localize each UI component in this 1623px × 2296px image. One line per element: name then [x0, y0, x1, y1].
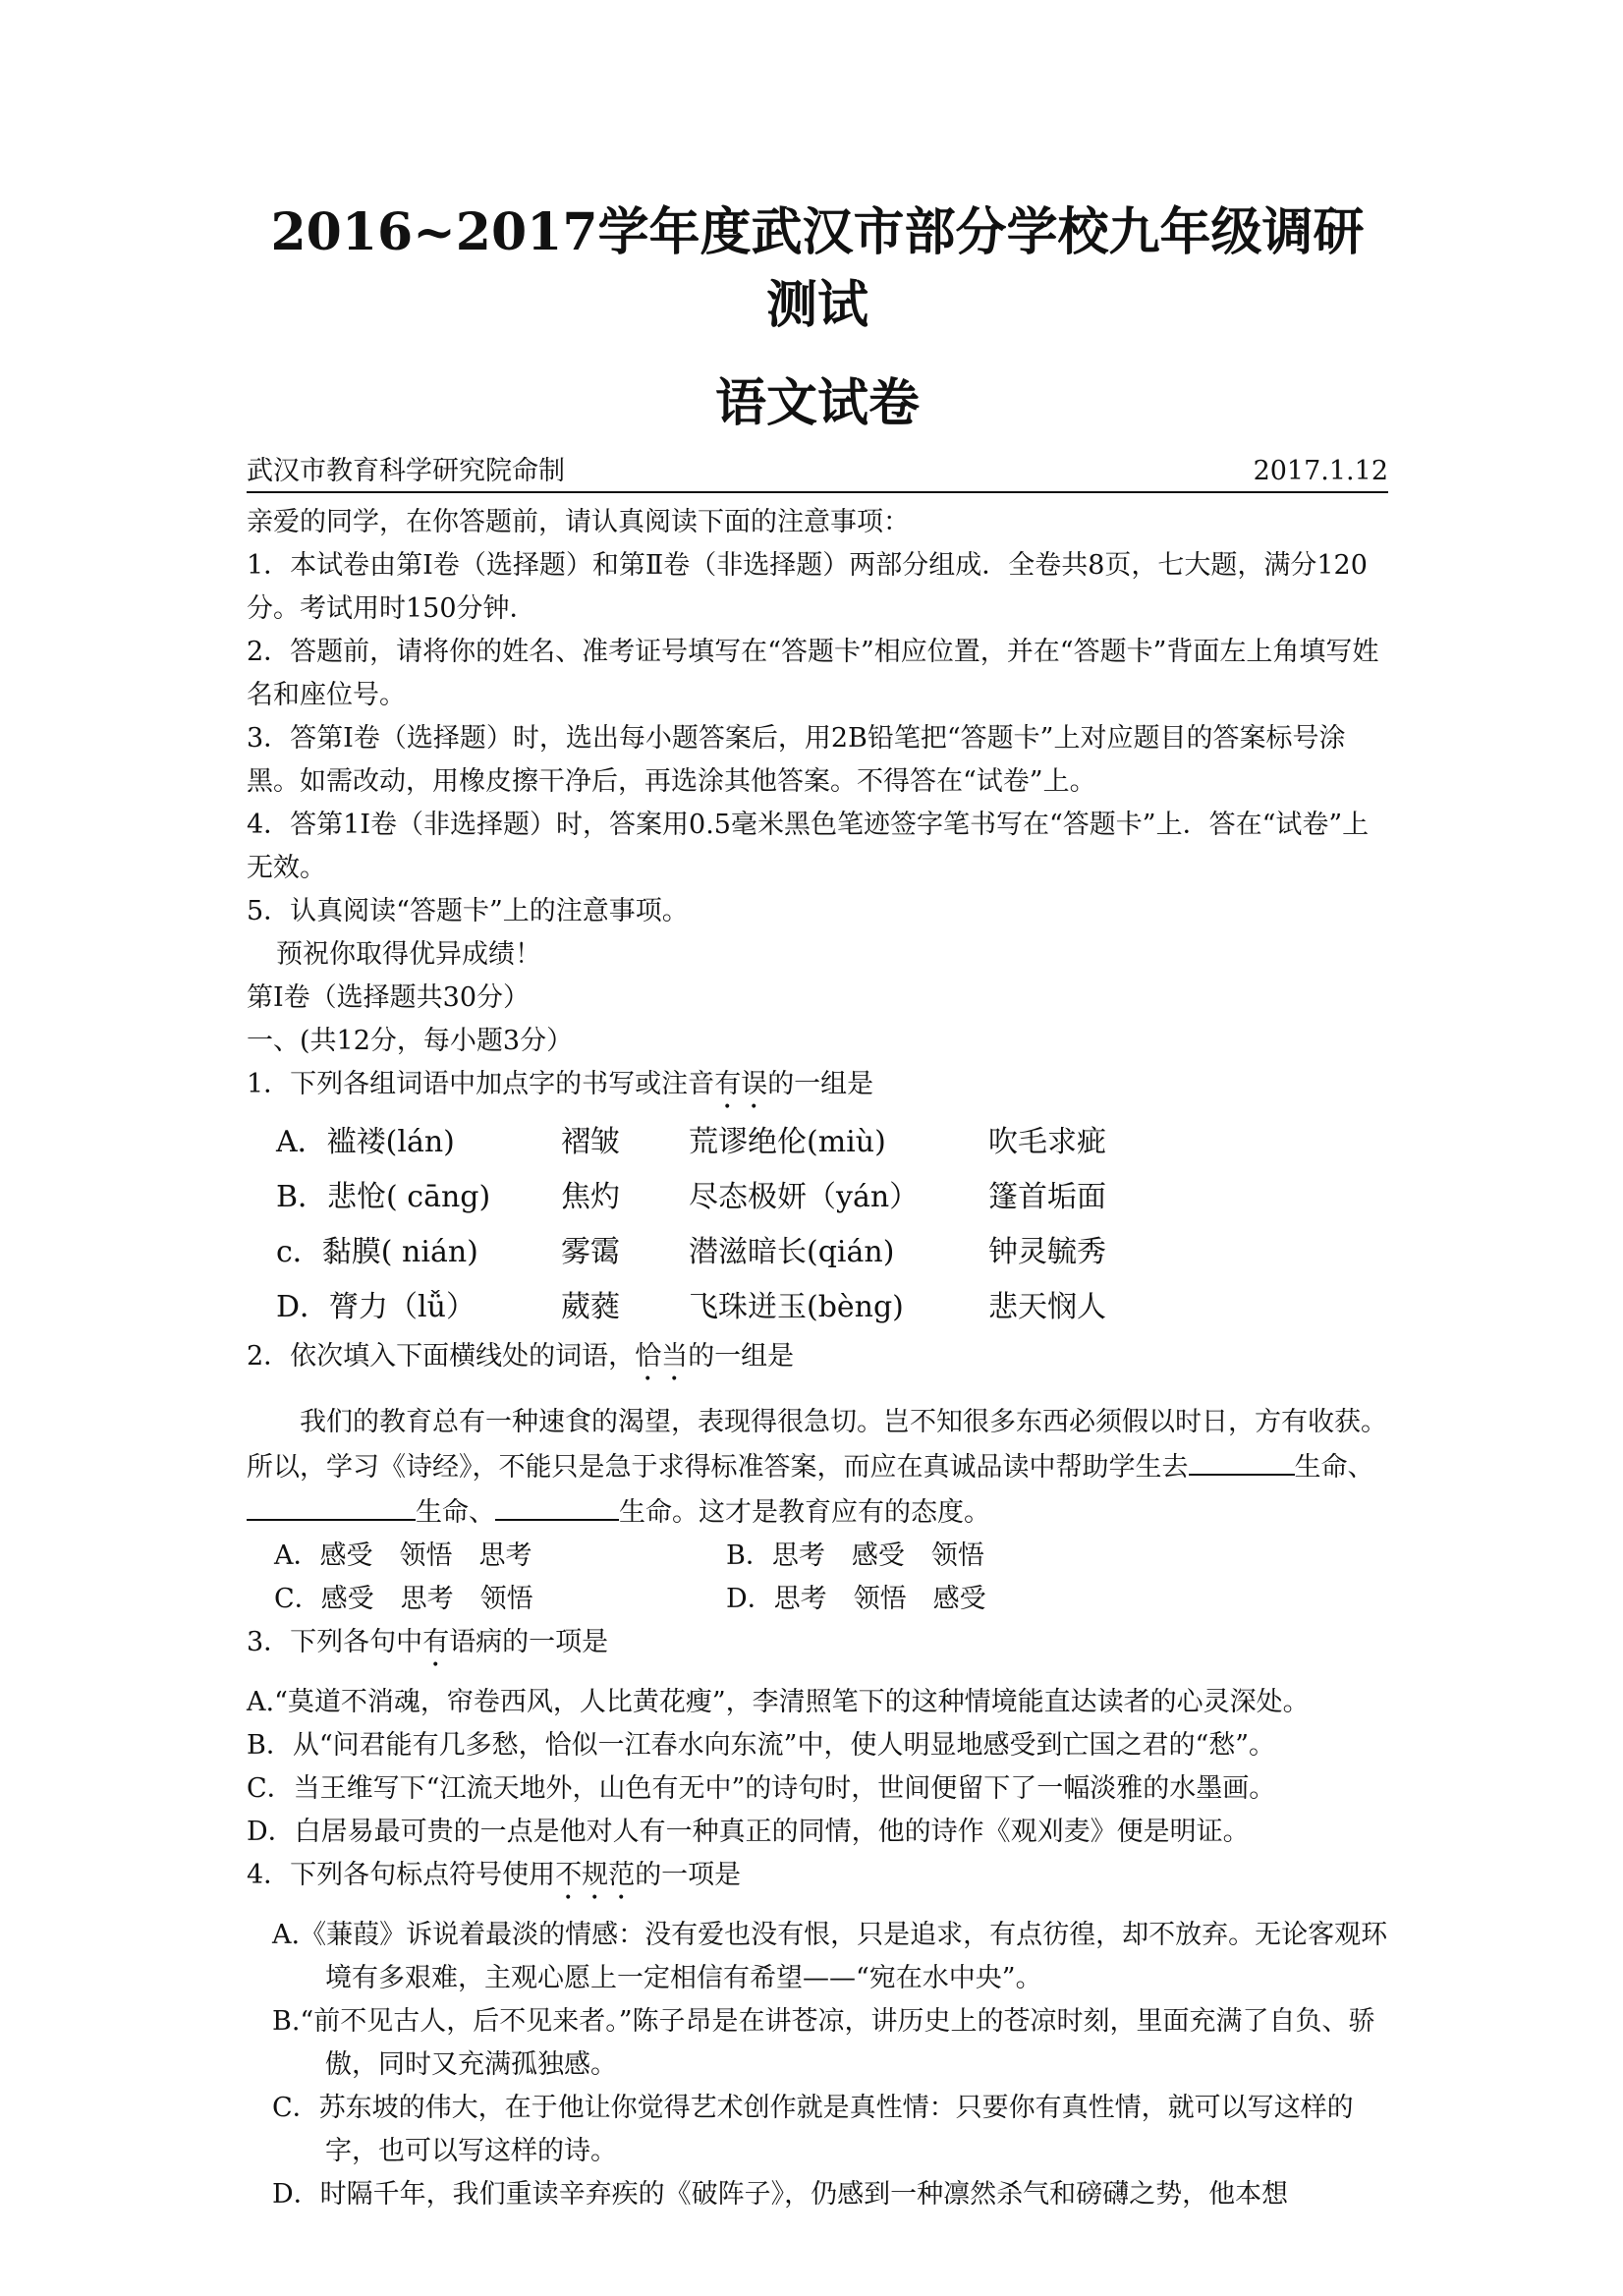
q2-blank-3[interactable]	[495, 1489, 619, 1521]
notice-intro: 亲爱的同学，在你答题前，请认真阅读下面的注意事项：	[247, 507, 910, 537]
q1-c-word2: 雾霭	[561, 1235, 620, 1269]
q1-b-word4: 篷首垢面	[988, 1180, 1106, 1214]
q1-option-c	[247, 1225, 1388, 1280]
q1-b-word1: B．悲怆( cāng)	[276, 1180, 491, 1214]
notice-item-5: 5．认真阅读“答题卡”上的注意事项。	[247, 896, 689, 926]
q1-stem-emphasis: 有误	[714, 1069, 768, 1099]
q1-a-word2: 褶皱	[561, 1125, 620, 1159]
q2-options-row1	[247, 1535, 1388, 1578]
q1-a-word4: 吹毛求疵	[988, 1125, 1106, 1159]
q2-stem-emphasis: 恰当	[635, 1341, 689, 1372]
q1-stem-tail: 的一组是	[767, 1069, 874, 1099]
notice-wish: 预祝你取得优异成绩！	[276, 939, 541, 970]
exam-subtitle: 语文试卷	[714, 373, 920, 433]
q1-d-word4: 悲天悯人	[988, 1290, 1106, 1324]
q1-a-word1: A．褴褛(lán)	[276, 1125, 455, 1159]
q1-option-b	[247, 1170, 1388, 1225]
q2-blank-1[interactable]	[1189, 1444, 1295, 1476]
q4-stem	[247, 1854, 1388, 1906]
notice-item-3: 3．答第Ⅰ卷（选择题）时，选出每小题答案后，用2B铅笔把“答题卡”上对应题目的答案标号涂黑。如需改动，用橡皮擦干净后，再选涂其他答案。不得答在“试卷”上。	[247, 723, 1346, 797]
q1-option-d	[247, 1280, 1388, 1335]
q2-option-b: B．思考 感受 领悟	[726, 1540, 984, 1571]
issuer: 武汉市教育科学研究院命制	[247, 456, 565, 486]
q2-passage-text: 我们的教育总有一种速食的渴望，表现得很急切。岂不知很多东西必须假以时日，方有收获。所以，学习《诗经》，不能只是急于求得标准答案，而应在真诚品读中帮助学生去	[247, 1407, 1387, 1483]
q4-option-b: B.“前不见古人，后不见来者。”陈子昂是在讲苍凉，讲历史上的苍凉时刻，里面充满了自负、骄傲，同时又充满孤独感。	[272, 2006, 1375, 2080]
q1-option-a	[247, 1115, 1388, 1170]
exam-page	[247, 196, 1388, 2216]
notice-item-1: 1．本试卷由第Ⅰ卷（选择题）和第Ⅱ卷（非选择题）两部分组成．全卷共8页，七大题，满分120分。考试用时150分钟．	[247, 550, 1368, 624]
q1-d-word1: D．膂力（lǚ）	[276, 1290, 476, 1324]
q2-passage-end: 生命。这才是教育应有的态度。	[619, 1497, 990, 1528]
notice-item-2: 2．答题前，请将你的姓名、准考证号填写在“答题卡”相应位置，并在“答题卡”背面左上角填写姓名和座位号。	[247, 637, 1379, 710]
q2-blank-2[interactable]	[247, 1489, 416, 1521]
part1-title: 一、(共12分，每小题3分）	[247, 1026, 574, 1056]
q3-stem-text: 3．下列各句中	[247, 1627, 423, 1657]
q2-stem-text: 2．依次填入下面横线处的词语，	[247, 1341, 636, 1372]
q2-option-a: A．感受 领悟 思考	[274, 1540, 532, 1571]
q1-d-word2: 葳蕤	[561, 1290, 620, 1324]
q1-c-word4: 钟灵毓秀	[988, 1235, 1106, 1269]
q1-c-word1: c．黏膜( nián)	[276, 1235, 478, 1269]
q1-d-word3: 飞珠迸玉(bèng)	[689, 1290, 904, 1324]
q2-stem	[247, 1335, 1388, 1387]
exam-date: 2017.1.12	[1253, 456, 1388, 486]
q1-b-word2: 焦灼	[561, 1180, 620, 1214]
q4-stem-tail: 的一项是	[635, 1860, 742, 1890]
q2-option-d: D．思考 领悟 感受	[726, 1584, 986, 1614]
q3-option-c: C．当王维写下“江流天地外，山色有无中”的诗句时，世间便留下了一幅淡雅的水墨画。	[247, 1773, 1276, 1804]
q2-passage	[247, 1401, 1388, 1535]
exam-title: 2016~2017学年度武汉市部分学校九年级调研测试	[270, 202, 1365, 335]
notice-item-4: 4．答第1I卷（非选择题）时，答案用0.5毫米黑色笔迹签字笔书写在“答题卡”上．答在“试卷”上无效。	[247, 810, 1370, 883]
q3-option-b: B．从“问君能有几多愁，恰似一江春水向东流”中，使人明显地感受到亡国之君的“愁”。	[247, 1730, 1276, 1761]
q4-stem-text: 4．下列各句标点符号使用	[247, 1860, 556, 1890]
q2-options-row2	[247, 1578, 1388, 1621]
q1-b-word3: 尽态极妍（yán）	[689, 1180, 920, 1214]
q3-option-a: A.“莫道不消魂，帘卷西风，人比黄花瘦”，李清照笔下的这种情境能直达读者的心灵深处。	[247, 1687, 1310, 1717]
q2-option-c: C．感受 思考 领悟	[274, 1584, 533, 1614]
q4-option-a: A.《蒹葭》诉说着最淡的情感：没有爱也没有恨，只是追求，有点彷徨，却不放弃。无论客观环境有多艰难，主观心愿上一定相信有希望——“宛在水中央”。	[272, 1920, 1388, 1993]
q1-stem-text: 1．下列各组词语中加点字的书写或注音	[247, 1069, 715, 1099]
q1-c-word3: 潜滋暗长(qián)	[689, 1235, 895, 1269]
q1-stem	[247, 1063, 1388, 1115]
q4-option-c: C．苏东坡的伟大，在于他让你觉得艺术创作就是真性情：只要你有真性情，就可以写这样的字，也可以写这样的诗。	[272, 2093, 1354, 2166]
q3-option-d: D．白居易最可贵的一点是他对人有一种真正的同情，他的诗作《观刈麦》便是明证。	[247, 1817, 1250, 1847]
section1-title: 第Ⅰ卷（选择题共30分）	[247, 982, 531, 1013]
q4-stem-emphasis: 不规范	[555, 1860, 636, 1890]
issuer-line	[247, 454, 1388, 493]
q3-stem-emphasis: 有	[422, 1627, 450, 1657]
q1-a-word3: 荒谬绝伦(miù)	[689, 1125, 886, 1159]
q3-stem-tail: 语病的一项是	[449, 1627, 609, 1657]
q2-passage-mid2: 生命、	[416, 1497, 495, 1528]
q4-option-d: D．时隔千年，我们重读辛弃疾的《破阵子》，仍感到一种凛然杀气和磅礴之势，他本想	[272, 2179, 1289, 2210]
q2-passage-mid1: 生命、	[1294, 1452, 1374, 1483]
q2-stem-tail: 的一组是	[688, 1341, 795, 1372]
q3-stem	[247, 1621, 1388, 1673]
